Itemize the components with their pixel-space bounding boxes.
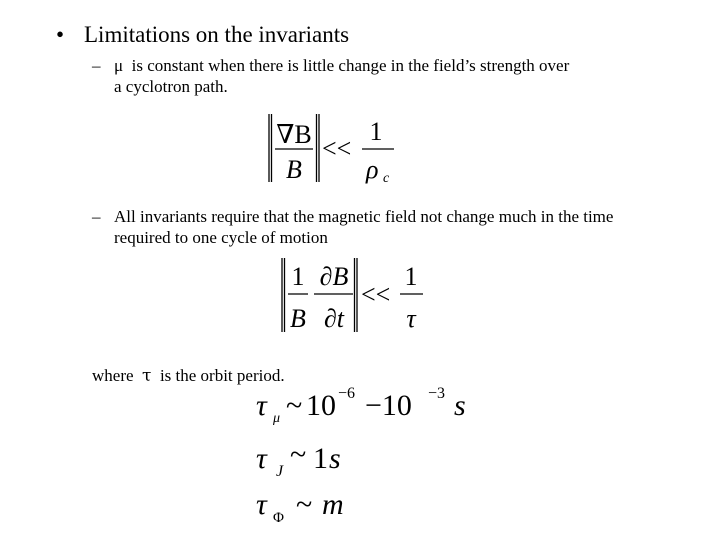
point-mu-constant: [92, 55, 692, 99]
one-numerator: 1: [369, 117, 383, 146]
phi-subscript: Φ: [273, 510, 284, 526]
equation-gradient-condition: [258, 108, 408, 188]
heading-bullet: [56, 22, 349, 48]
b-denominator: B: [286, 155, 302, 184]
timescale-mu: [256, 385, 466, 426]
tau-symbol: τ: [256, 488, 267, 521]
ten: 10: [306, 389, 336, 422]
much-less-than: <<: [322, 134, 352, 163]
equation-time-condition: [268, 252, 443, 338]
point-line-2: required to one cycle of motion: [114, 228, 328, 247]
minus-ten: −10: [365, 389, 412, 422]
partial-t-denominator: ∂t: [323, 304, 345, 333]
partial-b-numerator: ∂B: [319, 262, 349, 291]
point-line-2: a cyclotron path.: [114, 77, 228, 96]
heading-text: Limitations on the invariants: [84, 22, 350, 47]
timescale-j: [256, 438, 341, 480]
rho-subscript-c: c: [383, 171, 390, 186]
tau-symbol: τ: [256, 389, 267, 422]
seconds-unit: s: [329, 442, 341, 475]
bullet-icon: •: [56, 22, 65, 47]
timescales-block: [250, 384, 490, 530]
point-text: is constant when there is little change in the field’s strength over: [131, 56, 570, 75]
mu-symbol: μ: [114, 56, 124, 75]
point-body: [114, 206, 613, 248]
tilde: ~: [286, 389, 303, 422]
much-less-than: <<: [361, 280, 391, 309]
one-numerator: 1: [291, 262, 305, 291]
meters-unit: m: [322, 488, 344, 521]
where-word: where: [92, 366, 134, 385]
point-all-invariants: [92, 206, 692, 250]
tilde: ~: [296, 488, 313, 521]
exponent-minus-three: −3: [428, 385, 446, 402]
b-denominator: B: [290, 304, 306, 333]
seconds-unit: s: [454, 389, 466, 422]
tau-denominator: τ: [406, 304, 416, 333]
tilde: ~: [290, 438, 307, 471]
rho-denominator: ρ: [366, 155, 379, 184]
tau-symbol: τ: [256, 442, 267, 475]
gradient-b-numerator: ∇B: [276, 120, 312, 149]
one: 1: [313, 442, 328, 475]
timescale-phi: [256, 488, 344, 526]
point-line-1: [114, 55, 569, 76]
exponent-minus-six: −6: [338, 385, 356, 402]
where-note: [92, 366, 285, 386]
point-body: [114, 55, 569, 97]
where-text: is the orbit period.: [159, 366, 285, 385]
point-line-1: All invariants require that the magnetic field not change much in the time: [114, 207, 614, 226]
one-numerator: 1: [404, 262, 418, 291]
dash-icon: –: [92, 56, 101, 75]
mu-subscript: μ: [273, 411, 281, 426]
dash-icon: –: [92, 207, 101, 226]
tau-symbol: τ: [142, 366, 152, 386]
j-subscript: J: [276, 463, 284, 480]
